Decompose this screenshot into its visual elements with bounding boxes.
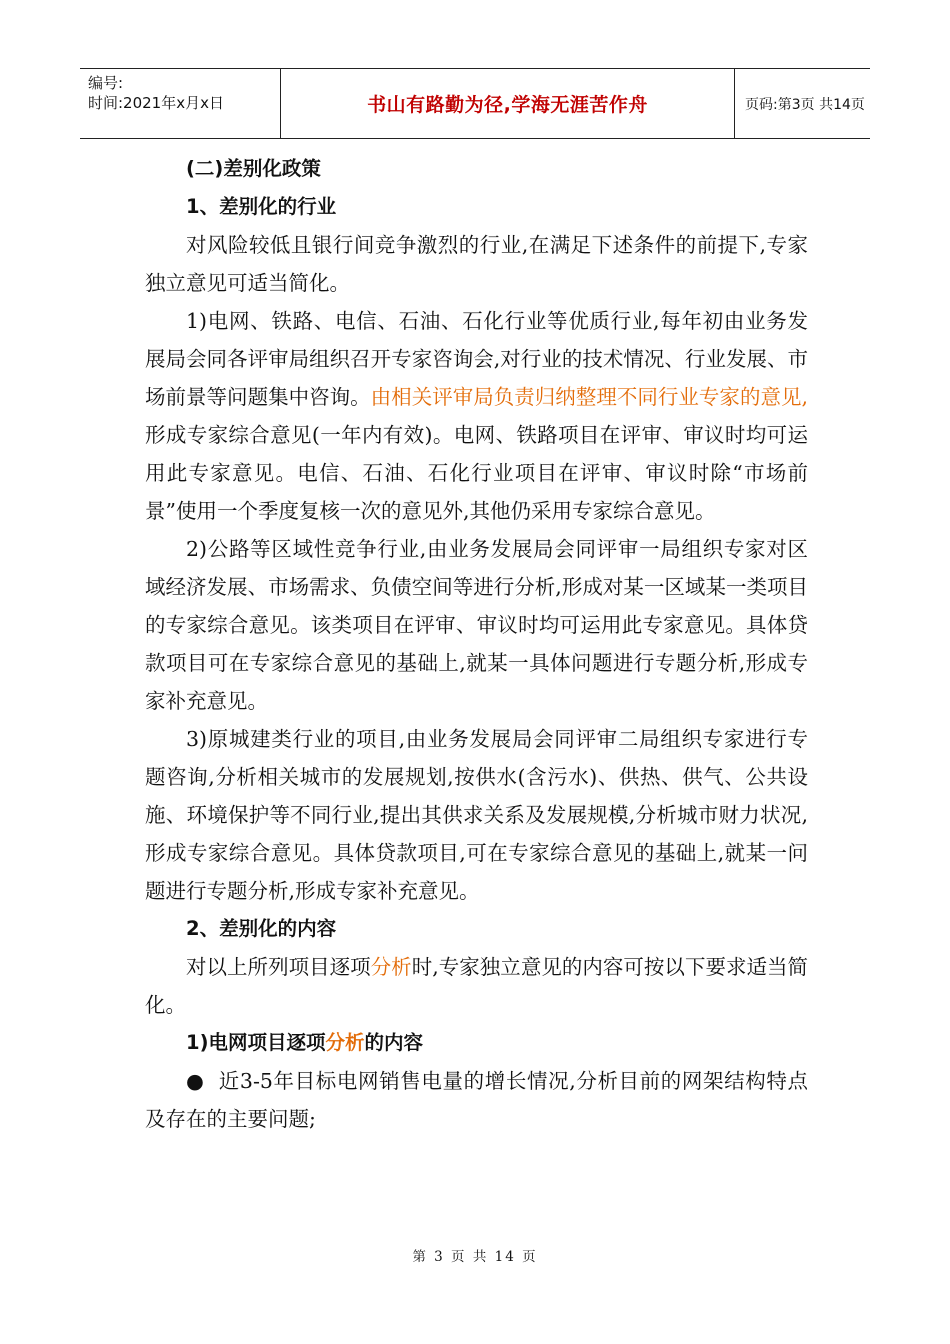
section-title: (二)差别化政策 xyxy=(186,157,321,180)
header-meta xyxy=(80,69,280,138)
heading-text: 的内容 xyxy=(364,1031,424,1054)
paragraph-utilities xyxy=(145,302,808,530)
page-footer: 第 3 页 共 14 页 xyxy=(412,1249,538,1265)
paragraph-text: 对以上所列项目逐项 xyxy=(186,955,371,979)
subsection-title-grid xyxy=(145,1024,808,1062)
highlighted-text: 分析 xyxy=(325,1031,365,1054)
highlighted-text: 由相关评审局负责归纳整理不同行业专家的意见, xyxy=(370,385,809,409)
bullet-item xyxy=(145,1062,808,1138)
highlighted-text: 分析 xyxy=(370,955,412,979)
header-page-info: 页码:第3页 共14页 xyxy=(745,96,865,113)
heading-text: 1)电网项目逐项 xyxy=(186,1031,326,1054)
paragraph: 对风险较低且银行间竞争激烈的行业,在满足下述条件的前提下,专家独立意见可适当简化。 xyxy=(145,233,808,295)
date-label: 时间:2021年x月x日 xyxy=(88,94,224,112)
number-label: 编号: xyxy=(88,74,124,92)
paragraph-simplify xyxy=(145,948,808,1024)
page-header xyxy=(80,68,870,139)
paragraph-text: 时,专家独立意见的内容可按以下要求适当简化。 xyxy=(145,955,809,1017)
subsection-title-industries: 1、差别化的行业 xyxy=(186,195,337,218)
document-body xyxy=(145,150,808,1138)
header-motto: 书山有路勤为径,学海无涯苦作舟 xyxy=(280,69,735,138)
bullet-text: 近3-5年目标电网销售电量的增长情况,分析目前的网架结构特点及存在的主要问题; xyxy=(145,1069,809,1131)
bullet-icon: ● xyxy=(186,1069,205,1093)
paragraph-urban: 3)原城建类行业的项目,由业务发展局会同评审二局组织专家进行专题咨询,分析相关城市的发展规划,按供水(含污水)、供热、供气、公共设施、环境保护等不同行业,提出其供求关系及发展规模,分析城市财力状况,形成专家综合意见。具体贷款项目,可在专家综合意见的基础上,就某一问题进行专题分析,形成专家补充意见。 xyxy=(145,727,808,903)
paragraph-text: 形成专家综合意见(一年内有效)。电网、铁路项目在评审、审议时均可运用此专家意见。电信、石油、石化行业项目在评审、审议时除“市场前景”使用一个季度复核一次的意见外,其他仍采用专家综合意见。 xyxy=(145,423,808,523)
paragraph-highways: 2)公路等区域性竞争行业,由业务发展局会同评审一局组织专家对区域经济发展、市场需求、负债空间等进行分析,形成对某一区域某一类项目的专家综合意见。该类项目在评审、审议时均可运用此专家意见。具体贷款项目可在专家综合意见的基础上,就某一具体问题进行专题分析,形成专家补充意见。 xyxy=(145,537,808,713)
paragraph-text: 1)电网、铁路、电信、石油、石化行业等优质行业,每年初由业务发展局会同各评审局组织召开专家咨询会,对行业的技术情况、行业发展、市场前景等问题集中咨询。 xyxy=(145,309,808,409)
subsection-title-content: 2、差别化的内容 xyxy=(186,917,337,940)
